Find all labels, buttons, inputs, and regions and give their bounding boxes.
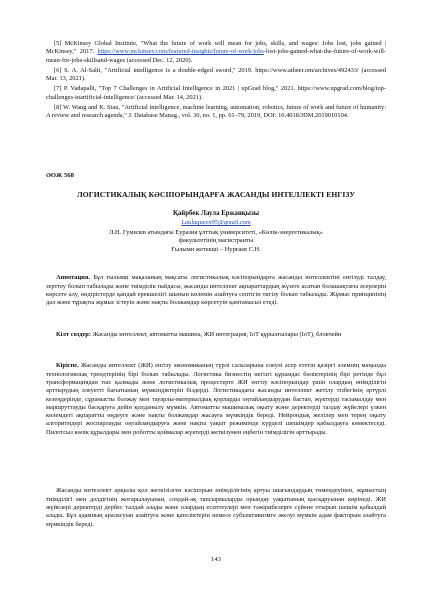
keywords-text: Жасанды интеллект, автоматты машина, ЖИ интеграция, IoT құрылғылары (IoT), блокчейн [90, 331, 342, 339]
body-paragraph: Жасанды интеллект арқылы қол жеткізілген кәсіпорын өнімділігінің артуы шығындардың төмендеуінен, жұмыстың тиімділігі мен дәлдігінің жоғарылауынан, сондай-ақ тапсырмаларды орындау уақытының қысқаруынан көрінеді. ЖИ жүйелері деректерді дербес талдай алады және олардың есептеулері мен тәжірибелерге сүйене отырып шешім қабылдай алады. Бұл адамның араласуын азайтуға және қателіктерін немесе субъективизмге әкелуі мүмкін адам факторын азайтуға мүмкіндік береді. [46, 487, 386, 528]
udc-code: ӘОЖ 568 [46, 172, 74, 179]
abstract-text: Бұл ғылыми мақаланың мақсаты логистикалық кәсіпорындарға жасанды интеллектіні енгізуді талдау, зерттеу болып табылады және тиімділік пайдасы, жасанды интеллект ақпараттардың жүзеге асатын болашақтағы әсерлерін көрсете алу, өндірістерде қандай ерекшелігі шынын көлемін азайтуға септігін тигізу болып табылады. Жұмыс принципінің дал және тұрақты жұмыс істеуін және нақты болжамдар көрсетуін қамтамасыз етеді. [46, 274, 386, 307]
reference-text: [8] W. Wang and K. Siau, "Artificial intelligence, machine learning, automation, robotics, future of work and future of humanity: A review and research agenda," J. Database Manag., vol. 30, no. 1, pp. 61–79, 2019, DOI: 10.4018/JDM.2019010104. [46, 104, 386, 120]
introduction-label: Кіріспе. [56, 362, 79, 370]
abstract-label: Аннотация. [56, 274, 90, 282]
affiliation-line: факультетінің магистранты [178, 237, 254, 245]
reference-text: [5] McKinsey Global Institute, "What the future of work will mean for jobs, skills, and wages: Jobs lost, jobs gained | McKinsey," 2017. [46, 40, 386, 56]
reference-item [46, 40, 386, 65]
author-name: Қайрбек Лаула Ержанқызы [172, 210, 260, 217]
reference-item [46, 104, 386, 121]
reference-list [46, 40, 386, 123]
reference-text: [7] P. Vadapalli, "Top 7 Challenges in Artificial Intelligence in 2021 | upGrad blog," 2021. https://www.upgrad.com/blog/top-challenges-inartificial-intelligence/ (accessed Mar. 14, 2021). [46, 85, 386, 101]
reference-item [46, 85, 386, 102]
reference-text: -lost-jobs-gained-what-the-future-of-work-will-mean-for-jobs-skillsand-wages (accessed Dec. 12, 2020). [46, 48, 386, 64]
reference-link[interactable]: https://www.mckinsey.com/featured-insights/future-of-work/jobs [97, 48, 264, 56]
introduction-paragraph [46, 362, 386, 437]
reference-text: [6] S. A. Al-Salti, "Artificial intelligence is a double-edged sword," 2019. https://www.atheer.om/archives/492433/ (accessed Mar. 13, 2021). [46, 66, 386, 83]
introduction-text: Жасанды интеллект (ЖИ) енгізу экономиканың түрлі салаларына елеулі әсер ететін қазіргі әлемнің маңызды технологиялық трендтерінің бірі болып табылады. Логистика бизнестің негізгі құрамдас бөліктерінің бірі ретінде бұл трансформациядан тыс қалмады және логистикалық процестерге ЖИ енгізу кәсіпорындар үшін олардың өнімділігін арттырудың әлеуетті бағытының мүмкіндіктерін біздерді. Логистикадағы жасанды интеллект жетілу тізбегінің әртүрлі кезеңдерінде, сұранысты болжау мен тауарлы-материалдық қорларды оңтайландырудан бастап, жүктерді тасымалдау мен маршруттауды басқаруға дейін қолданылу мүмкін. Автоматты машиналық оқыту және деректерді талдау жүйелері үлкен көлемдегі ақпаратты өңдеуге және нақты болжамдар жасауға мүмкіндік береді. Нейрондық желілер мен терең оқыту алгоритмдері жоспарлауды оңтайландыруға және нақты уақыт режимінде күрделі шешімдер қабылдауға көмектеседі. Пилотсыз көлік құралдары мен роботты қоймалар жүктерді жеткізумен еңбегін тиімділігін арттырады. [46, 362, 386, 436]
supervisor-line: Ғылыми жетекші – Нурғаев С.Н. [171, 245, 261, 253]
keywords-label: Кілт сөздер: [56, 331, 91, 339]
keywords [46, 331, 386, 339]
article-title: ЛОГИСТИКАЛЫҚ КӘСІПОРЫНДАРҒА ЖАСАНДЫ ИНТЕЛЛЕКТІ ЕНГІЗУ [77, 190, 355, 199]
page-number: 143 [211, 556, 221, 563]
reference-item [46, 67, 386, 84]
affiliation [46, 229, 386, 254]
author-email[interactable]: Laulaqueen95@gmail.com [181, 219, 251, 226]
affiliation-line: Л.Н. Гумилев атындағы Еуразия ұлттық университеті, «Көлік-энергетикалық» [109, 229, 323, 236]
abstract [46, 274, 386, 307]
